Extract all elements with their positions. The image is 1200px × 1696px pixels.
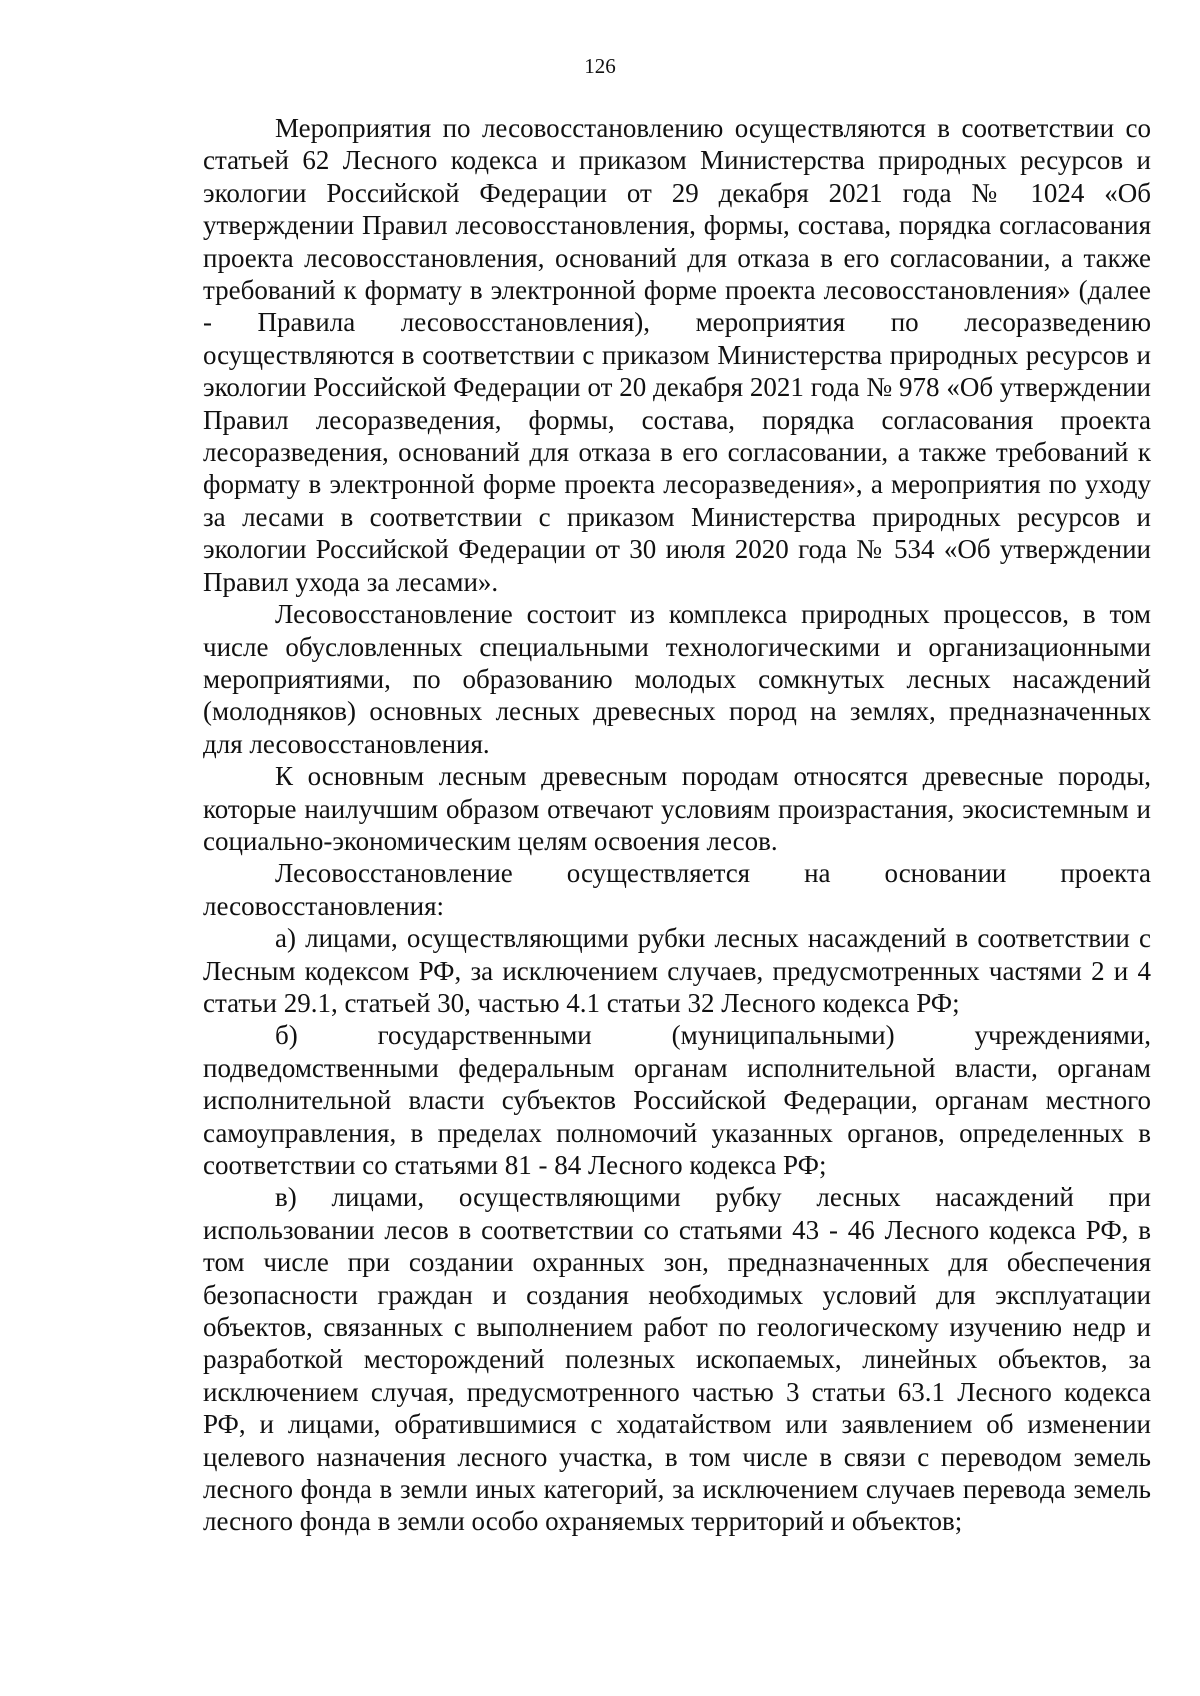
page-number: 126: [584, 54, 616, 78]
paragraph-main-tree-species: К основным лесным древесным породам относятся древесные породы, которые наилучшим образом отвечают условиям произрастания, экосистемным и социально-экономическим целям освоения лесов.: [203, 761, 1151, 856]
body-text: [203, 112, 1151, 1538]
paragraph-reforestation-definition: Лесовосстановление состоит из комплекса природных процессов, в том числе обусловленных специальными технологическими и организационными мероприятиями, по образованию молодых сомкнутых лесных насаждений (молодняков) основных лесных древесных пород на землях, предназначенных для лесовосстановления.: [203, 599, 1151, 759]
paragraph-reforestation-basis: Лесовосстановление осуществляется на основании проекта лесовосстановления:: [203, 858, 1151, 921]
list-item-c: в) лицами, осуществляющими рубку лесных насаждений при использовании лесов в соответствии со статьями 43 - 46 Лесного кодекса РФ, в том числе при создании охранных зон, предназначенных для обеспечения безопасности граждан и создания необходимых условий для эксплуатации объектов, связанных с выполнением работ по геологическому изучению недр и разработкой месторождений полезных ископаемых, линейных объектов, за исключением случая, предусмотренного частью 3 статьи 63.1 Лесного кодекса РФ, и лицами, обратившимися с ходатайством или заявлением об изменении целевого назначения лесного участка, в том числе в связи с переводом земель лесного фонда в земли иных категорий, за исключением случаев перевода земель лесного фонда в земли особо охраняемых территорий и объектов;: [203, 1182, 1151, 1537]
list-item-a: а) лицами, осуществляющими рубки лесных насаждений в соответствии с Лесным кодексом РФ, за исключением случаев, предусмотренных частями 2 и 4 статьи 29.1, статьей 30, частью 4.1 статьи 32 Лесного кодекса РФ;: [203, 923, 1151, 1018]
paragraph-reforestation-measures: Мероприятия по лесовосстановлению осуществляются в соответствии со статьей 62 Лесного кодекса и приказом Министерства природных ресурсов и экологии Российской Федерации от 29 декабря 2021 года № 1024 «Об утверждении Правил лесовосстановления, формы, состава, порядка согласования проекта лесовосстановления, оснований для отказа в его согласовании, а также требований к формату в электронной форме проекта лесовосстановления» (далее - Правила лесовосстановления), мероприятия по лесоразведению осуществляются в соответствии с приказом Министерства природных ресурсов и экологии Российской Федерации от 20 декабря 2021 года № 978 «Об утверждении Правил лесоразведения, формы, состава, порядка согласования проекта лесоразведения, оснований для отказа в его согласовании, а также требований к формату в электронной форме проекта лесоразведения», а мероприятия по уходу за лесами в соответствии с приказом Министерства природных ресурсов и экологии Российской Федерации от 30 июля 2020 года № 534 «Об утверждении Правил ухода за лесами».: [203, 113, 1151, 597]
list-item-b: б) государственными (муниципальными) учреждениями, подведомственными федеральным органам исполнительной власти, органам исполнительной власти субъектов Российской Федерации, органам местного самоуправления, в пределах полномочий указанных органов, определенных в соответствии со статьями 81 - 84 Лесного кодекса РФ;: [203, 1020, 1151, 1180]
